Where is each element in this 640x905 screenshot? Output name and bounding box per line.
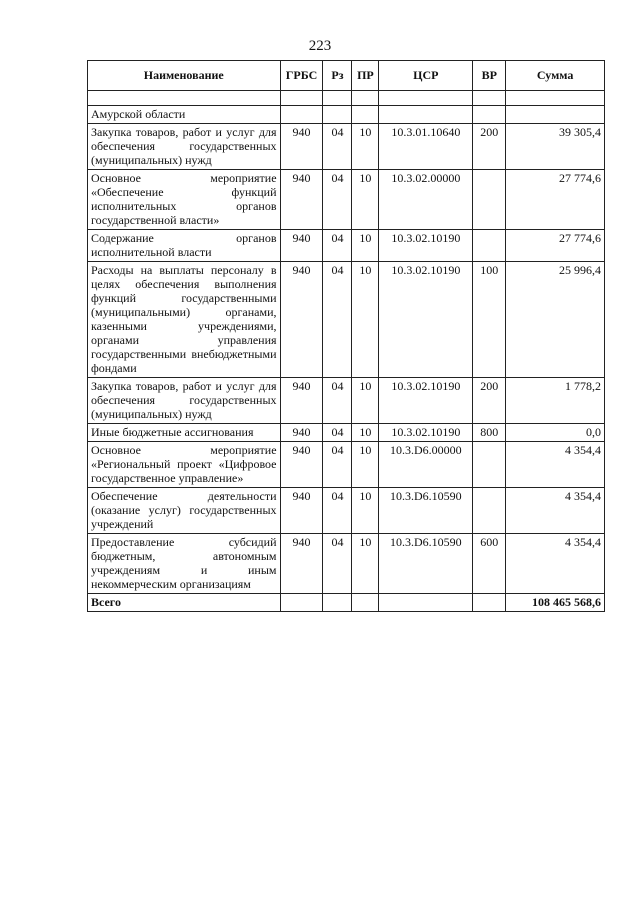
- row-name: Закупка товаров, работ и услуг для обеспечения государственных (муниципальных) нужд: [88, 124, 281, 170]
- row-csr: [379, 106, 473, 124]
- row-grbs: 940: [280, 424, 323, 442]
- table-row: [88, 106, 605, 124]
- row-rz: 04: [323, 262, 352, 378]
- row-name: Предоставление субсидий бюджетным, автономным учреждениям и иным некоммерческим организациям: [88, 534, 281, 594]
- table-row: [88, 378, 605, 424]
- row-sum: 27 774,6: [506, 230, 605, 262]
- row-name: Содержание органов исполнительной власти: [88, 230, 281, 262]
- row-rz: 04: [323, 424, 352, 442]
- header-name: Наименование: [88, 61, 281, 91]
- row-pr: 10: [352, 124, 379, 170]
- row-rz: 04: [323, 488, 352, 534]
- row-name: Основное мероприятие «Обеспечение функций исполнительных органов государственной власти»: [88, 170, 281, 230]
- table-row: [88, 442, 605, 488]
- header-csr: ЦСР: [379, 61, 473, 91]
- total-label: Всего: [88, 594, 281, 612]
- table-row: [88, 230, 605, 262]
- row-name: Иные бюджетные ассигнования: [88, 424, 281, 442]
- budget-table: [87, 60, 605, 612]
- row-vr: [473, 170, 506, 230]
- row-sum: 25 996,4: [506, 262, 605, 378]
- header-sum: Сумма: [506, 61, 605, 91]
- row-csr: 10.3.D6.10590: [379, 488, 473, 534]
- row-grbs: 940: [280, 378, 323, 424]
- row-vr: [473, 230, 506, 262]
- row-vr: 200: [473, 124, 506, 170]
- row-rz: 04: [323, 534, 352, 594]
- row-csr: 10.3.01.10640: [379, 124, 473, 170]
- row-sum: [506, 106, 605, 124]
- row-grbs: [280, 106, 323, 124]
- row-name: Амурской области: [88, 106, 281, 124]
- row-sum: 0,0: [506, 424, 605, 442]
- row-csr: 10.3.02.10190: [379, 262, 473, 378]
- header-vr: ВР: [473, 61, 506, 91]
- row-pr: 10: [352, 230, 379, 262]
- row-rz: 04: [323, 230, 352, 262]
- row-name: Основное мероприятие «Региональный проект «Цифровое государственное управление»: [88, 442, 281, 488]
- row-grbs: 940: [280, 170, 323, 230]
- table-row: [88, 170, 605, 230]
- header-grbs: ГРБС: [280, 61, 323, 91]
- row-pr: 10: [352, 534, 379, 594]
- page-number: 223: [308, 38, 332, 54]
- row-sum: 4 354,4: [506, 442, 605, 488]
- row-csr: 10.3.D6.10590: [379, 534, 473, 594]
- row-csr: 10.3.02.00000: [379, 170, 473, 230]
- table-spacer-row: [88, 91, 605, 106]
- row-grbs: 940: [280, 230, 323, 262]
- row-name: Закупка товаров, работ и услуг для обеспечения государственных (муниципальных) нужд: [88, 378, 281, 424]
- row-vr: 100: [473, 262, 506, 378]
- row-vr: [473, 106, 506, 124]
- table-header-row: [88, 61, 605, 91]
- row-sum: 27 774,6: [506, 170, 605, 230]
- row-pr: 10: [352, 488, 379, 534]
- table-row: [88, 488, 605, 534]
- row-rz: 04: [323, 378, 352, 424]
- total-sum: 108 465 568,6: [506, 594, 605, 612]
- row-csr: 10.3.D6.00000: [379, 442, 473, 488]
- row-pr: 10: [352, 170, 379, 230]
- row-sum: 4 354,4: [506, 534, 605, 594]
- row-grbs: 940: [280, 534, 323, 594]
- row-name: Обеспечение деятельности (оказание услуг) государственных учреждений: [88, 488, 281, 534]
- table-row: [88, 124, 605, 170]
- row-csr: 10.3.02.10190: [379, 378, 473, 424]
- row-vr: 200: [473, 378, 506, 424]
- row-pr: 10: [352, 424, 379, 442]
- row-grbs: 940: [280, 262, 323, 378]
- row-rz: 04: [323, 170, 352, 230]
- row-name: Расходы на выплаты персоналу в целях обеспечения выполнения функций государственными (муниципальными) органами, казенными учреждениями, органами управления государственными внебюджетными фондами: [88, 262, 281, 378]
- row-vr: 600: [473, 534, 506, 594]
- row-sum: 4 354,4: [506, 488, 605, 534]
- row-grbs: 940: [280, 488, 323, 534]
- row-rz: [323, 106, 352, 124]
- row-sum: 39 305,4: [506, 124, 605, 170]
- row-pr: 10: [352, 378, 379, 424]
- row-rz: 04: [323, 442, 352, 488]
- row-vr: 800: [473, 424, 506, 442]
- table-row: [88, 534, 605, 594]
- row-csr: 10.3.02.10190: [379, 424, 473, 442]
- table-row: [88, 262, 605, 378]
- header-rz: Рз: [323, 61, 352, 91]
- header-pr: ПР: [352, 61, 379, 91]
- row-vr: [473, 442, 506, 488]
- table-total-row: [88, 594, 605, 612]
- row-vr: [473, 488, 506, 534]
- row-csr: 10.3.02.10190: [379, 230, 473, 262]
- row-rz: 04: [323, 124, 352, 170]
- row-sum: 1 778,2: [506, 378, 605, 424]
- row-grbs: 940: [280, 124, 323, 170]
- row-grbs: 940: [280, 442, 323, 488]
- row-pr: [352, 106, 379, 124]
- row-pr: 10: [352, 262, 379, 378]
- table-row: [88, 424, 605, 442]
- row-pr: 10: [352, 442, 379, 488]
